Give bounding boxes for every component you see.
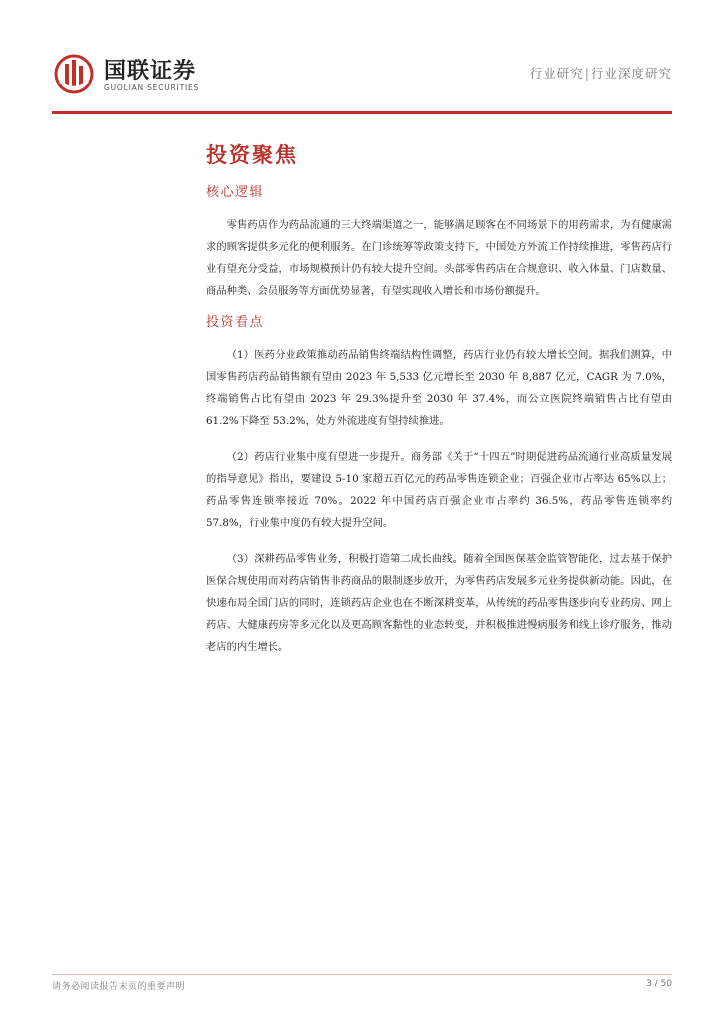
paragraph-highlight-2: （2）药店行业集中度有望进一步提升。商务部《关于“十四五”时期促进药品流通行业高质量发展的指导意见》指出，要建设 5-10 家超五百亿元的药品零售连锁企业；百强企业市占率达 65%以上；药品零售连锁率接近 70%。2022 年中国药店百强企业市占率约 36.5%，药品零售连锁率约 57.8%，行业集中度仍有较大提升空间。 (206, 451, 672, 529)
guolian-logo-icon (52, 52, 96, 96)
brand-logo (52, 52, 252, 100)
paragraph-spacer (206, 534, 672, 548)
page-header (0, 0, 724, 120)
paragraph-spacer (206, 432, 672, 446)
subcategory-label: 行业深度研究 (590, 66, 672, 81)
section-heading-highlights: 投资看点 (206, 315, 265, 330)
paragraph-highlight-1: （1）医药分业政策推动药品销售终端结构性调整，药店行业仍有较大增长空间。据我们测算，中国零售药店药品销售额有望由 2023 年 5,533 亿元增长至 2030 年 8,887 亿元，CAGR 为 7.0%，终端销售占比有望由 2023 年 29.3%提升至 2030 年 37.4%，而公立医院终端销售占比有望由 61.2%下降至 53.2%，处方外流进度有望持续推进。 (206, 349, 672, 427)
paragraph-core-logic: 零售药店作为药品流通的三大终端渠道之一，能够满足顾客在不同场景下的用药需求，为有健康需求的顾客提供多元化的便利服务。在门诊统筹等政策支持下，中国处方外流工作持续推进，零售药店行业有望充分受益，市场规模预计仍有较大提升空间。头部零售药店在合规意识、收入体量、门店数量、商品种类、会员服务等方面优势显著，有望实现收入增长和市场份额提升。 (206, 219, 672, 297)
footer-divider (52, 974, 672, 975)
footer-disclaimer: 请务必阅读报告末页的重要声明 (52, 982, 186, 992)
section-spacer (206, 302, 672, 314)
category-label: 行业研究 (529, 66, 584, 81)
page-title: 投资聚焦 (206, 142, 298, 167)
brand-name-cn: 国联证券 (104, 59, 197, 84)
brand-name-en: GUOLIAN SECURITIES (104, 83, 200, 92)
category-separator: | (584, 66, 590, 81)
main-content (206, 140, 672, 658)
paragraph-highlight-3: （3）深耕药品零售业务，积极打造第二成长曲线。随着全国医保基金监管智能化，过去基于保护医保合规使用而对药店销售非药商品的限制逐步放开，为零售药店发展多元业务提供新动能。因此，在快速布局全国门店的同时，连锁药店企业也在不断深耕变革，从传统的药品零售逐步向专业药房、网上药店、大健康药房等多元化以及更高顾客黏性的业态转变，并积极推进慢病服务和线上诊疗服务，推动老店的内生增长。 (206, 553, 672, 653)
section-heading-core-logic: 核心逻辑 (206, 185, 265, 200)
page-number: 3 / 50 (646, 979, 672, 989)
report-category (530, 64, 672, 82)
header-divider (52, 111, 672, 114)
